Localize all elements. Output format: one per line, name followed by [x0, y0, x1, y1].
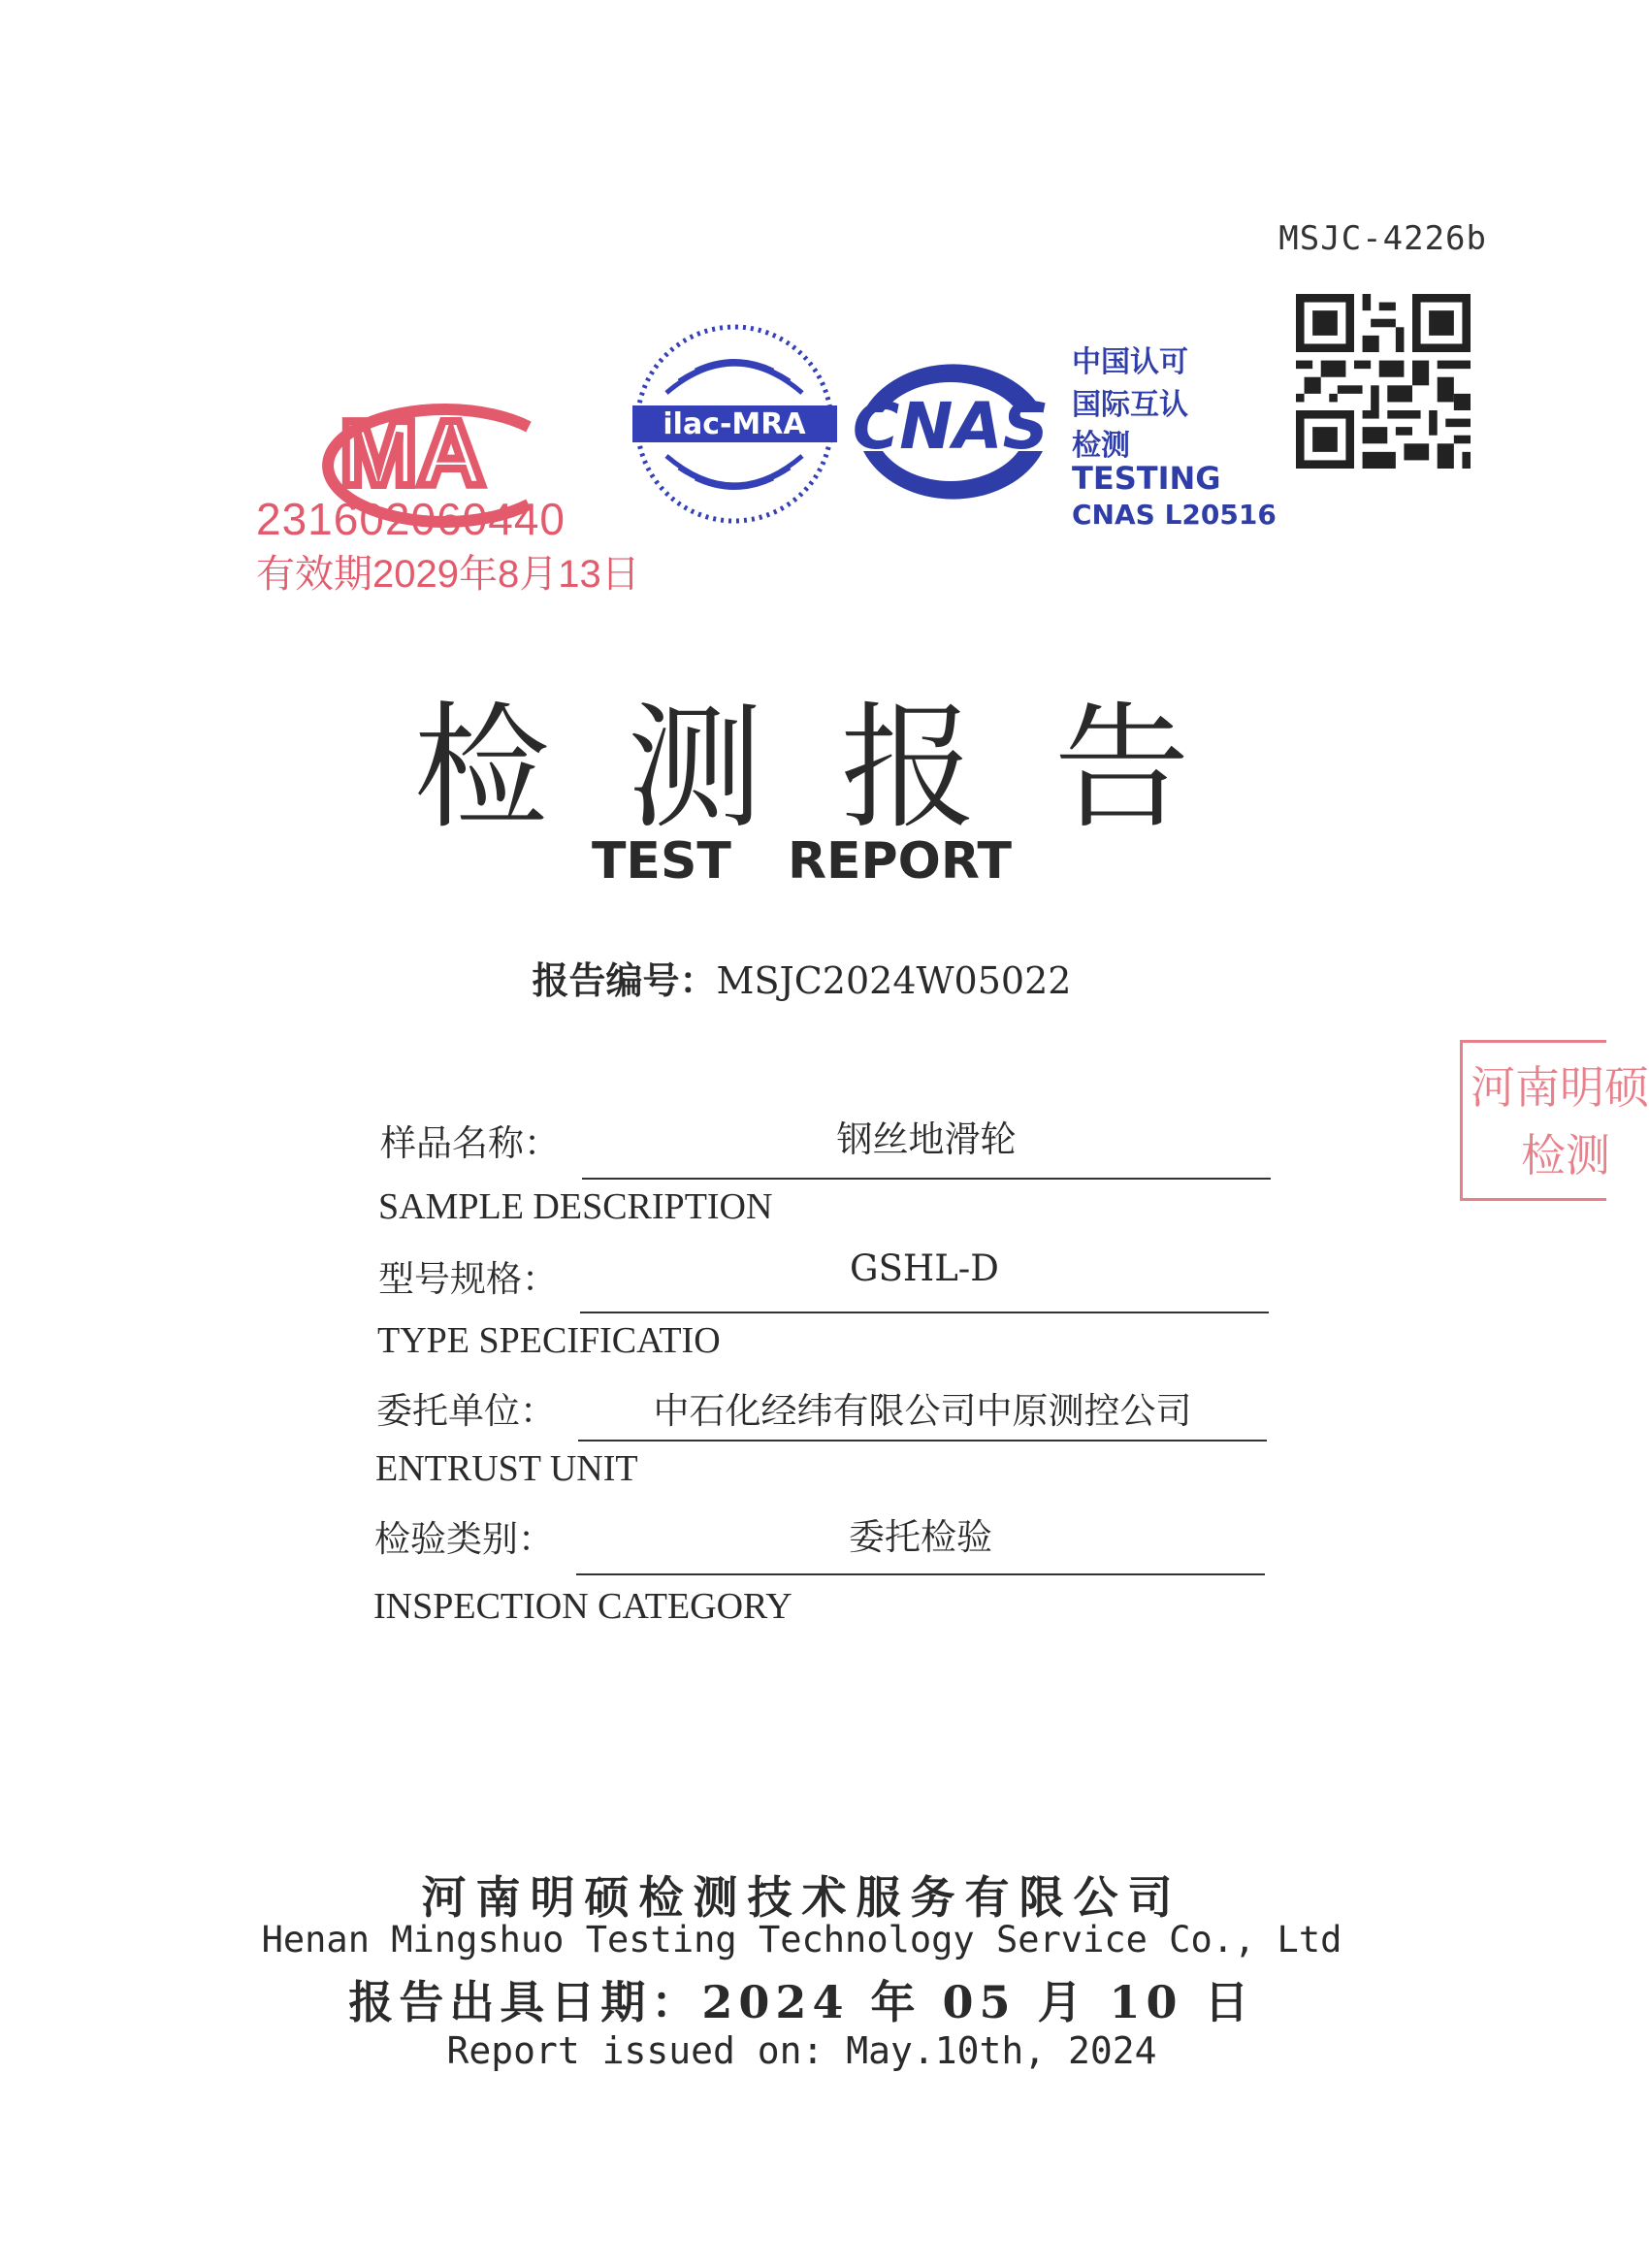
cnas-logo — [844, 340, 1062, 519]
cma-seal-text: MA — [340, 402, 485, 505]
field-underline — [580, 1312, 1269, 1313]
cnas-testing: TESTING — [1072, 460, 1221, 497]
field-value-entrust: 中石化经纬有限公司中原测控公司 — [653, 1390, 1192, 1432]
field-label-sample: 样品名称： — [380, 1122, 560, 1164]
side-stamp — [1460, 1040, 1649, 1201]
field-underline — [576, 1573, 1265, 1575]
report-number-value: MSJC2024W05022 — [716, 959, 1072, 1002]
issue-date-en: Report issued on: May.10th, 2024 — [446, 2029, 1157, 2072]
ilac-logo-text: ilac-MRA — [663, 407, 806, 441]
field-label-en-entrust: ENTRUST UNIT — [375, 1448, 638, 1489]
field-label-en-type: TYPE SPECIFICATIO — [377, 1320, 721, 1361]
field-value-sample: 钢丝地滑轮 — [836, 1118, 1017, 1160]
field-label-entrust: 委托单位： — [376, 1390, 556, 1432]
title-cn: 检测报告 — [413, 690, 1268, 848]
cnas-cn-line1: 中国认可 — [1072, 345, 1188, 379]
cnas-logo-text: CNAS — [852, 389, 1050, 464]
field-underline — [578, 1440, 1267, 1442]
side-stamp-line1: 河南明硕 — [1471, 1061, 1649, 1114]
issue-date-cn: 报告出具日期：2024 年 05 月 10 日 — [348, 1976, 1255, 2028]
field-value-type: GSHL-D — [850, 1247, 999, 1289]
field-value-category: 委托检验 — [849, 1516, 992, 1558]
field-label-en-sample: SAMPLE DESCRIPTION — [378, 1186, 773, 1227]
cma-number: 231602060440 — [256, 494, 566, 544]
qr-code — [1296, 294, 1471, 469]
field-label-category: 检验类别： — [374, 1518, 554, 1560]
title-en: TEST REPORT — [591, 832, 1013, 891]
form-code: MSJC-4226b — [1278, 219, 1487, 258]
report-number — [0, 951, 1603, 1004]
company-name-en: Henan Mingshuo Testing Technology Service Co., Ltd — [261, 1919, 1342, 1960]
field-underline — [582, 1178, 1271, 1180]
side-stamp-line2: 检测 — [1521, 1129, 1610, 1182]
field-label-type: 型号规格： — [378, 1258, 558, 1300]
cma-validity: 有效期2029年8月13日 — [256, 553, 640, 596]
field-label-en-category: INSPECTION CATEGORY — [373, 1586, 792, 1627]
cnas-cn-line2: 国际互认 — [1072, 388, 1188, 422]
ilac-mra-logo — [630, 315, 839, 534]
cnas-code: CNAS L20516 — [1072, 499, 1277, 531]
report-number-label: 报告编号： — [532, 959, 717, 1002]
cnas-cn-line3: 检测 — [1072, 429, 1130, 463]
company-name-cn: 河南明硕检测技术服务有限公司 — [421, 1871, 1182, 1924]
